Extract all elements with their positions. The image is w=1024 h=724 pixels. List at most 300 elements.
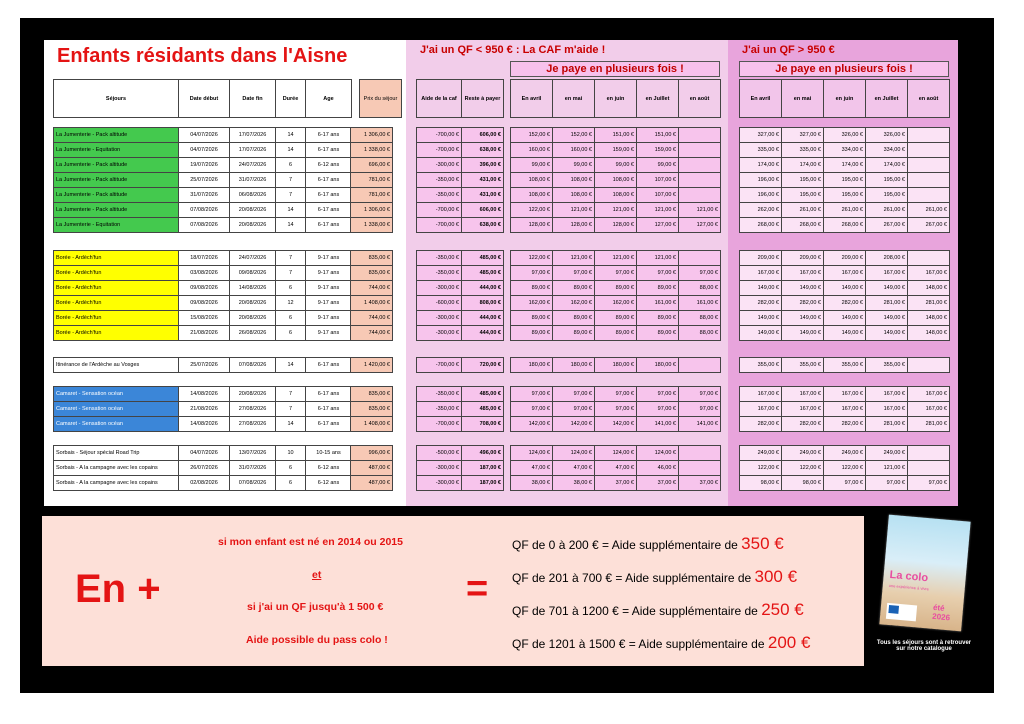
table-row	[351, 173, 393, 188]
installment-low: 89,00 €	[595, 281, 637, 296]
table-row	[54, 358, 352, 373]
installment-high: 195,00 €	[824, 188, 866, 203]
installment-low	[679, 128, 721, 143]
installment-low: 97,00 €	[637, 266, 679, 281]
low-months-table	[510, 357, 721, 373]
installment-low: 97,00 €	[595, 402, 637, 417]
table-row	[740, 128, 950, 143]
table-row	[417, 461, 504, 476]
installment-high: 355,00 €	[866, 358, 908, 373]
table-row	[54, 461, 352, 476]
table-row	[511, 188, 721, 203]
installment-low: 159,00 €	[637, 143, 679, 158]
installment-low: 127,00 €	[637, 218, 679, 233]
prix-sejour: 835,00 €	[351, 251, 393, 266]
aide-caf: -700,00 €	[417, 143, 462, 158]
date-debut: 31/07/2026	[179, 188, 230, 203]
header-month: En avril	[740, 80, 782, 118]
installment-high: 262,00 €	[740, 203, 782, 218]
reste-a-payer: 606,00 €	[462, 203, 504, 218]
installment-high: 268,00 €	[782, 218, 824, 233]
table-row	[740, 251, 950, 266]
installment-high: 281,00 €	[908, 417, 950, 432]
installment-high: 122,00 €	[740, 461, 782, 476]
installment-low: 141,00 €	[637, 417, 679, 432]
date-fin: 20/08/2026	[230, 387, 276, 402]
prix-table	[350, 357, 393, 373]
sejour-name: La Jumenterie - Pack altitude	[54, 173, 179, 188]
date-debut: 02/08/2026	[179, 476, 230, 491]
installment-low: 97,00 €	[511, 402, 553, 417]
prix-sejour: 744,00 €	[351, 311, 393, 326]
installment-high: 249,00 €	[740, 446, 782, 461]
prix-sejour: 744,00 €	[351, 281, 393, 296]
duree: 7	[276, 387, 306, 402]
reste-a-payer: 485,00 €	[462, 402, 504, 417]
installment-high: 334,00 €	[866, 143, 908, 158]
header-month: en juin	[595, 80, 637, 118]
installment-high: 195,00 €	[866, 173, 908, 188]
table-row	[417, 281, 504, 296]
table-row	[417, 158, 504, 173]
table-row	[54, 203, 352, 218]
table-row	[351, 188, 393, 203]
age: 6-17 ans	[306, 402, 352, 417]
table-row	[351, 128, 393, 143]
table-row	[511, 128, 721, 143]
installment-low: 160,00 €	[553, 143, 595, 158]
installment-high: 268,00 €	[740, 218, 782, 233]
age: 9-17 ans	[306, 266, 352, 281]
date-fin: 07/08/2026	[230, 358, 276, 373]
installment-high: 167,00 €	[866, 266, 908, 281]
header-prix: Prix du séjour	[360, 80, 402, 118]
installment-high: 335,00 €	[782, 143, 824, 158]
header-month: En avril	[511, 80, 553, 118]
condition-birth: si mon enfant est né en 2014 ou 2015	[218, 536, 403, 548]
caf-table	[416, 445, 504, 491]
age: 9-17 ans	[306, 281, 352, 296]
table-row	[351, 402, 393, 417]
table-row	[351, 358, 393, 373]
table-row	[740, 311, 950, 326]
reste-a-payer: 444,00 €	[462, 311, 504, 326]
table-row	[54, 128, 352, 143]
installment-high	[908, 143, 950, 158]
catalog-cover	[879, 515, 970, 632]
installment-low: 180,00 €	[595, 358, 637, 373]
installment-low: 124,00 €	[595, 446, 637, 461]
header-month: en mai	[553, 80, 595, 118]
table-row	[54, 402, 352, 417]
table-row	[54, 387, 352, 402]
table-row	[740, 188, 950, 203]
table-row	[54, 281, 352, 296]
date-debut: 07/08/2026	[179, 218, 230, 233]
age: 6-17 ans	[306, 387, 352, 402]
installment-high: 121,00 €	[866, 461, 908, 476]
reste-a-payer: 431,00 €	[462, 188, 504, 203]
reste-a-payer: 808,00 €	[462, 296, 504, 311]
date-fin: 20/08/2026	[230, 311, 276, 326]
duree: 14	[276, 358, 306, 373]
sejour-name: La Jumenterie - Equitation	[54, 143, 179, 158]
installment-high	[908, 461, 950, 476]
installment-high: 149,00 €	[782, 326, 824, 341]
installment-high: 195,00 €	[866, 188, 908, 203]
installment-low: 89,00 €	[595, 326, 637, 341]
header-aide: Aide de la caf	[417, 80, 462, 118]
installment-high: 97,00 €	[866, 476, 908, 491]
header-sejours: Séjours	[54, 80, 179, 118]
table-row	[511, 326, 721, 341]
date-fin: 14/08/2026	[230, 281, 276, 296]
installment-high: 209,00 €	[824, 251, 866, 266]
installment-high: 195,00 €	[782, 188, 824, 203]
duree: 6	[276, 158, 306, 173]
page-title: Enfants résidants dans l'Aisne	[57, 45, 348, 67]
date-fin: 27/08/2026	[230, 402, 276, 417]
installment-low: 99,00 €	[595, 158, 637, 173]
header-debut: Date début	[179, 80, 230, 118]
installment-high	[908, 446, 950, 461]
reste-a-payer: 708,00 €	[462, 417, 504, 432]
low-months-table	[510, 386, 721, 432]
installment-low: 37,00 €	[679, 476, 721, 491]
date-fin: 31/07/2026	[230, 173, 276, 188]
installment-low: 152,00 €	[553, 128, 595, 143]
aide-caf: -350,00 €	[417, 402, 462, 417]
installment-low: 89,00 €	[637, 326, 679, 341]
condition-qf: si j'ai un QF jusqu'à 1 500 €	[247, 601, 384, 613]
installment-low: 107,00 €	[637, 173, 679, 188]
installment-high	[908, 158, 950, 173]
duree: 12	[276, 296, 306, 311]
table-row	[417, 188, 504, 203]
table-row	[54, 476, 352, 491]
installment-low: 97,00 €	[595, 387, 637, 402]
duree: 7	[276, 251, 306, 266]
header-high-months	[739, 79, 950, 118]
installment-high: 282,00 €	[782, 296, 824, 311]
aide-caf: -300,00 €	[417, 461, 462, 476]
table-row	[740, 387, 950, 402]
header-month: en Juillet	[866, 80, 908, 118]
installment-low: 122,00 €	[511, 203, 553, 218]
age: 6-17 ans	[306, 358, 352, 373]
table-row	[54, 173, 352, 188]
sejour-table	[53, 250, 352, 341]
installment-high	[908, 188, 950, 203]
sejour-name: Borée - Ardèch'fun	[54, 251, 179, 266]
duree: 7	[276, 266, 306, 281]
table-row	[511, 251, 721, 266]
table-row	[417, 251, 504, 266]
installment-low: 88,00 €	[679, 311, 721, 326]
installment-high: 267,00 €	[908, 218, 950, 233]
installment-low: 108,00 €	[553, 188, 595, 203]
installment-high: 327,00 €	[740, 128, 782, 143]
prix-sejour: 835,00 €	[351, 387, 393, 402]
installment-low: 89,00 €	[553, 311, 595, 326]
installment-high: 208,00 €	[866, 251, 908, 266]
table-row	[417, 358, 504, 373]
duree: 14	[276, 218, 306, 233]
sejour-name: La Jumenterie - Pack altitude	[54, 188, 179, 203]
installment-high: 167,00 €	[782, 402, 824, 417]
age: 9-17 ans	[306, 326, 352, 341]
installment-high: 167,00 €	[866, 402, 908, 417]
header-month: en août	[679, 80, 721, 118]
installment-low: 46,00 €	[637, 461, 679, 476]
age: 6-17 ans	[306, 417, 352, 432]
table-row	[740, 218, 950, 233]
table-row	[511, 387, 721, 402]
installment-low: 121,00 €	[679, 203, 721, 218]
installment-low: 108,00 €	[511, 173, 553, 188]
condition-and: et	[312, 569, 322, 581]
sejour-name: Borée - Ardèch'fun	[54, 326, 179, 341]
equals-sign: =	[466, 568, 489, 610]
table-row	[417, 173, 504, 188]
high-months-table	[739, 250, 950, 341]
sejour-name: Camaret - Sensation océan	[54, 402, 179, 417]
age: 6-17 ans	[306, 143, 352, 158]
duree: 6	[276, 281, 306, 296]
installment-high: 149,00 €	[866, 326, 908, 341]
table-row	[54, 158, 352, 173]
reste-a-payer: 496,00 €	[462, 446, 504, 461]
aide-amount: 200 €	[767, 633, 811, 652]
installment-low: 180,00 €	[553, 358, 595, 373]
installment-low: 151,00 €	[595, 128, 637, 143]
aide-label: QF de 701 à 1200 € = Aide supplémentaire de	[512, 604, 758, 618]
sejour-name: Sorbais - A la campagne avec les copains	[54, 461, 179, 476]
duree: 6	[276, 476, 306, 491]
reste-a-payer: 187,00 €	[462, 461, 504, 476]
installment-low: 99,00 €	[637, 158, 679, 173]
table-row	[54, 296, 352, 311]
prix-sejour: 696,00 €	[351, 158, 393, 173]
prix-table	[350, 127, 393, 233]
table-row	[740, 358, 950, 373]
table-row	[417, 266, 504, 281]
date-fin: 17/07/2026	[230, 128, 276, 143]
duree: 6	[276, 461, 306, 476]
installment-high: 209,00 €	[782, 251, 824, 266]
installment-high: 149,00 €	[740, 281, 782, 296]
aide-line	[512, 567, 797, 587]
date-fin: 20/08/2026	[230, 203, 276, 218]
table-row	[417, 417, 504, 432]
installment-low: 89,00 €	[511, 281, 553, 296]
sejour-name: La Jumenterie - Pack altitude	[54, 203, 179, 218]
sejour-table	[53, 386, 352, 432]
installment-low: 97,00 €	[553, 402, 595, 417]
installment-high: 148,00 €	[908, 311, 950, 326]
aide-label: QF de 1201 à 1500 € = Aide supplémentaire de	[512, 637, 765, 651]
installment-high: 149,00 €	[824, 281, 866, 296]
table-row	[511, 476, 721, 491]
installment-high: 282,00 €	[824, 296, 866, 311]
installment-low: 152,00 €	[511, 128, 553, 143]
table-row	[351, 143, 393, 158]
aide-caf: -300,00 €	[417, 281, 462, 296]
header-month: en mai	[782, 80, 824, 118]
date-debut: 09/08/2026	[179, 281, 230, 296]
caf-table	[416, 127, 504, 233]
reste-a-payer: 638,00 €	[462, 218, 504, 233]
reste-a-payer: 485,00 €	[462, 266, 504, 281]
installment-low: 89,00 €	[511, 326, 553, 341]
installment-high: 149,00 €	[740, 326, 782, 341]
age: 6-17 ans	[306, 218, 352, 233]
sejour-name: Borée - Ardèch'fun	[54, 281, 179, 296]
duree: 10	[276, 446, 306, 461]
installment-low: 127,00 €	[679, 218, 721, 233]
installment-high: 122,00 €	[782, 461, 824, 476]
low-months-table	[510, 127, 721, 233]
installment-high: 174,00 €	[866, 158, 908, 173]
sejour-name: Sorbais - Séjour spécial Road Trip	[54, 446, 179, 461]
table-row	[511, 358, 721, 373]
sejour-name: La Jumenterie - Equitation	[54, 218, 179, 233]
catalog-note: Tous les séjours sont à retrouver sur notre catalogue	[876, 640, 972, 652]
table-row	[351, 281, 393, 296]
header-age: Age	[306, 80, 352, 118]
table-row	[351, 476, 393, 491]
low-months-table	[510, 250, 721, 341]
date-fin: 26/08/2026	[230, 326, 276, 341]
table-row	[740, 461, 950, 476]
header-month: en juin	[824, 80, 866, 118]
prix-sejour: 487,00 €	[351, 476, 393, 491]
installment-high: 167,00 €	[824, 387, 866, 402]
table-row	[54, 266, 352, 281]
prix-sejour: 835,00 €	[351, 266, 393, 281]
installment-high: 149,00 €	[782, 281, 824, 296]
header-low-months	[510, 79, 721, 118]
installment-high	[908, 173, 950, 188]
prix-sejour: 1 338,00 €	[351, 143, 393, 158]
sejour-name: Itinérance de l'Ardèche au Vosges	[54, 358, 179, 373]
table-row	[351, 387, 393, 402]
installment-low: 121,00 €	[637, 251, 679, 266]
date-debut: 21/08/2026	[179, 326, 230, 341]
installment-low: 159,00 €	[595, 143, 637, 158]
table-row	[54, 218, 352, 233]
installment-low: 89,00 €	[553, 281, 595, 296]
table-row	[511, 158, 721, 173]
sejour-table	[53, 127, 352, 233]
header-main	[53, 79, 402, 118]
prix-sejour: 1 306,00 €	[351, 203, 393, 218]
table-row	[740, 203, 950, 218]
aide-caf: -300,00 €	[417, 158, 462, 173]
installment-high: 268,00 €	[824, 218, 866, 233]
installment-low: 121,00 €	[595, 251, 637, 266]
installment-high: 167,00 €	[740, 387, 782, 402]
reste-a-payer: 444,00 €	[462, 281, 504, 296]
reste-a-payer: 720,00 €	[462, 358, 504, 373]
installment-low: 47,00 €	[553, 461, 595, 476]
installment-high	[908, 358, 950, 373]
installment-low: 124,00 €	[553, 446, 595, 461]
aide-amount: 300 €	[754, 567, 798, 586]
date-fin: 31/07/2026	[230, 461, 276, 476]
installment-high	[908, 128, 950, 143]
installment-low: 88,00 €	[679, 326, 721, 341]
installment-low: 141,00 €	[679, 417, 721, 432]
qf-high-title: J'ai un QF > 950 €	[742, 44, 835, 56]
table-row	[54, 251, 352, 266]
aide-caf: -350,00 €	[417, 173, 462, 188]
date-debut: 25/07/2026	[179, 358, 230, 373]
table-row	[54, 311, 352, 326]
age: 10-15 ans	[306, 446, 352, 461]
installment-low: 121,00 €	[553, 203, 595, 218]
table-row	[511, 173, 721, 188]
installment-low: 38,00 €	[511, 476, 553, 491]
date-debut: 04/07/2026	[179, 128, 230, 143]
aide-caf: -700,00 €	[417, 218, 462, 233]
installment-low	[679, 358, 721, 373]
duree: 7	[276, 173, 306, 188]
reste-a-payer: 485,00 €	[462, 251, 504, 266]
date-debut: 04/07/2026	[179, 446, 230, 461]
installment-high: 249,00 €	[824, 446, 866, 461]
aide-caf: -700,00 €	[417, 203, 462, 218]
table-row	[511, 402, 721, 417]
aide-caf: -600,00 €	[417, 296, 462, 311]
installment-low: 97,00 €	[553, 387, 595, 402]
sejour-name: Camaret - Sensation océan	[54, 387, 179, 402]
date-fin: 09/08/2026	[230, 266, 276, 281]
table-row	[511, 296, 721, 311]
age: 6-17 ans	[306, 188, 352, 203]
installment-low: 37,00 €	[637, 476, 679, 491]
installment-low: 99,00 €	[553, 158, 595, 173]
date-debut: 19/07/2026	[179, 158, 230, 173]
caf-table	[416, 250, 504, 341]
reste-a-payer: 187,00 €	[462, 476, 504, 491]
installment-low: 97,00 €	[679, 387, 721, 402]
installment-high: 148,00 €	[908, 326, 950, 341]
table-row	[511, 311, 721, 326]
installment-low: 128,00 €	[553, 218, 595, 233]
table-row	[417, 402, 504, 417]
pass-colo-note: Aide possible du pass colo !	[246, 634, 388, 646]
duree: 14	[276, 417, 306, 432]
sejour-name: La Jumenterie - Pack altitude	[54, 158, 179, 173]
table-row	[417, 218, 504, 233]
installment-low: 121,00 €	[637, 203, 679, 218]
table-row	[417, 446, 504, 461]
table-row	[351, 203, 393, 218]
installment-low	[679, 173, 721, 188]
installment-low: 122,00 €	[511, 251, 553, 266]
installment-low: 162,00 €	[511, 296, 553, 311]
date-debut: 26/07/2026	[179, 461, 230, 476]
installment-low: 107,00 €	[637, 188, 679, 203]
table-row	[740, 326, 950, 341]
installment-low: 47,00 €	[511, 461, 553, 476]
duree: 14	[276, 203, 306, 218]
installment-low: 108,00 €	[595, 188, 637, 203]
date-fin: 07/08/2026	[230, 476, 276, 491]
age: 9-17 ans	[306, 311, 352, 326]
header-reste: Reste à payer	[462, 80, 504, 118]
